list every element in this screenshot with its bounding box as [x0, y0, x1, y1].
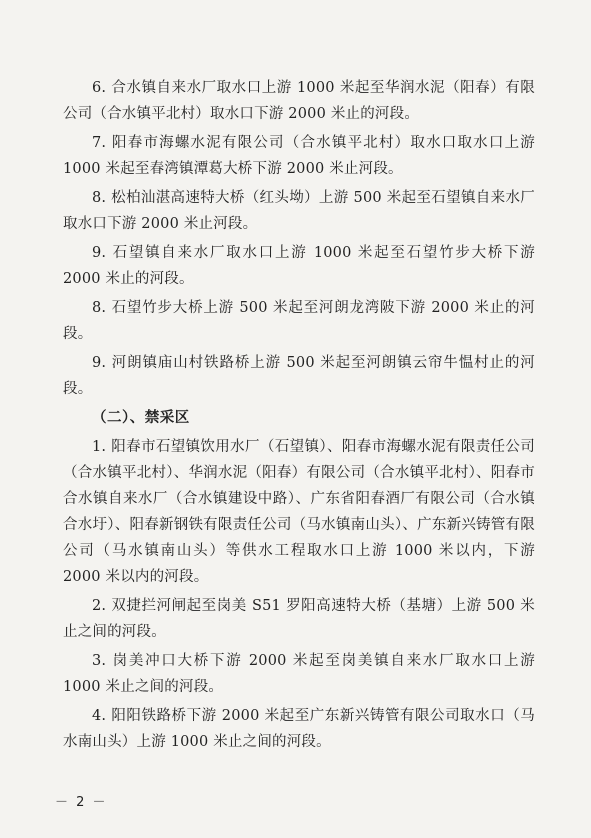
paragraph-item-8b: 8. 石望竹步大桥上游 500 米起至河朗龙湾陂下游 2000 米止的河段。: [63, 300, 535, 342]
paragraph-item-6: 6. 合水镇自来水厂取水口上游 1000 米起至华润水泥（阳春）有限公司（合水镇平北村）取水口下游 2000 米止的河段。: [63, 80, 535, 122]
paragraph-item-7: 7. 阳春市海螺水泥有限公司（合水镇平北村）取水口取水口上游 1000 米起至春湾镇潭葛大桥下游 2000 米止河段。: [63, 135, 535, 177]
prohibited-item-4: 4. 阳阳铁路桥下游 2000 米起至广东新兴铸管有限公司取水口（马水南山头）上游 1000 米止之间的河段。: [63, 708, 535, 750]
document-body: [63, 75, 535, 758]
paragraph-item-8a: 8. 松柏汕湛高速特大桥（红头坳）上游 500 米起至石望镇自来水厂取水口下游 2000 米止河段。: [63, 190, 535, 232]
prohibited-item-1: 1. 阳春市石望镇饮用水厂（石望镇）、阳春市海螺水泥有限责任公司（合水镇平北村）、华润水泥（阳春）有限公司（合水镇平北村）、阳春市合水镇自来水厂（合水镇建设中路）、广东省阳春酒厂有限公司（合水镇合水圩）、阳春新钢铁有限责任公司（马水镇南山头）、广东新兴铸管有限公司（马水镇南山头）等供水工程取水口上游 1000 米以内，下游 2000 米以内的河段。: [63, 439, 535, 585]
paragraph-item-9b: 9. 河朗镇庙山村铁路桥上游 500 米起至河朗镇云帘牛愠村止的河段。: [63, 355, 535, 397]
paragraph-item-9a: 9. 石望镇自来水厂取水口上游 1000 米起至石望竹步大桥下游 2000 米止的河段。: [63, 245, 535, 287]
prohibited-item-2: 2. 双捷拦河闸起至岗美 S51 罗阳高速特大桥（基塘）上游 500 米止之间的河段。: [63, 598, 535, 640]
prohibited-item-3: 3. 岗美冲口大桥下游 2000 米起至岗美镇自来水厂取水口上游 1000 米止之间的河段。: [63, 653, 535, 695]
section-heading-prohibited-zone: （二）、禁采区: [92, 410, 190, 426]
page-number: － 2 －: [55, 795, 108, 810]
